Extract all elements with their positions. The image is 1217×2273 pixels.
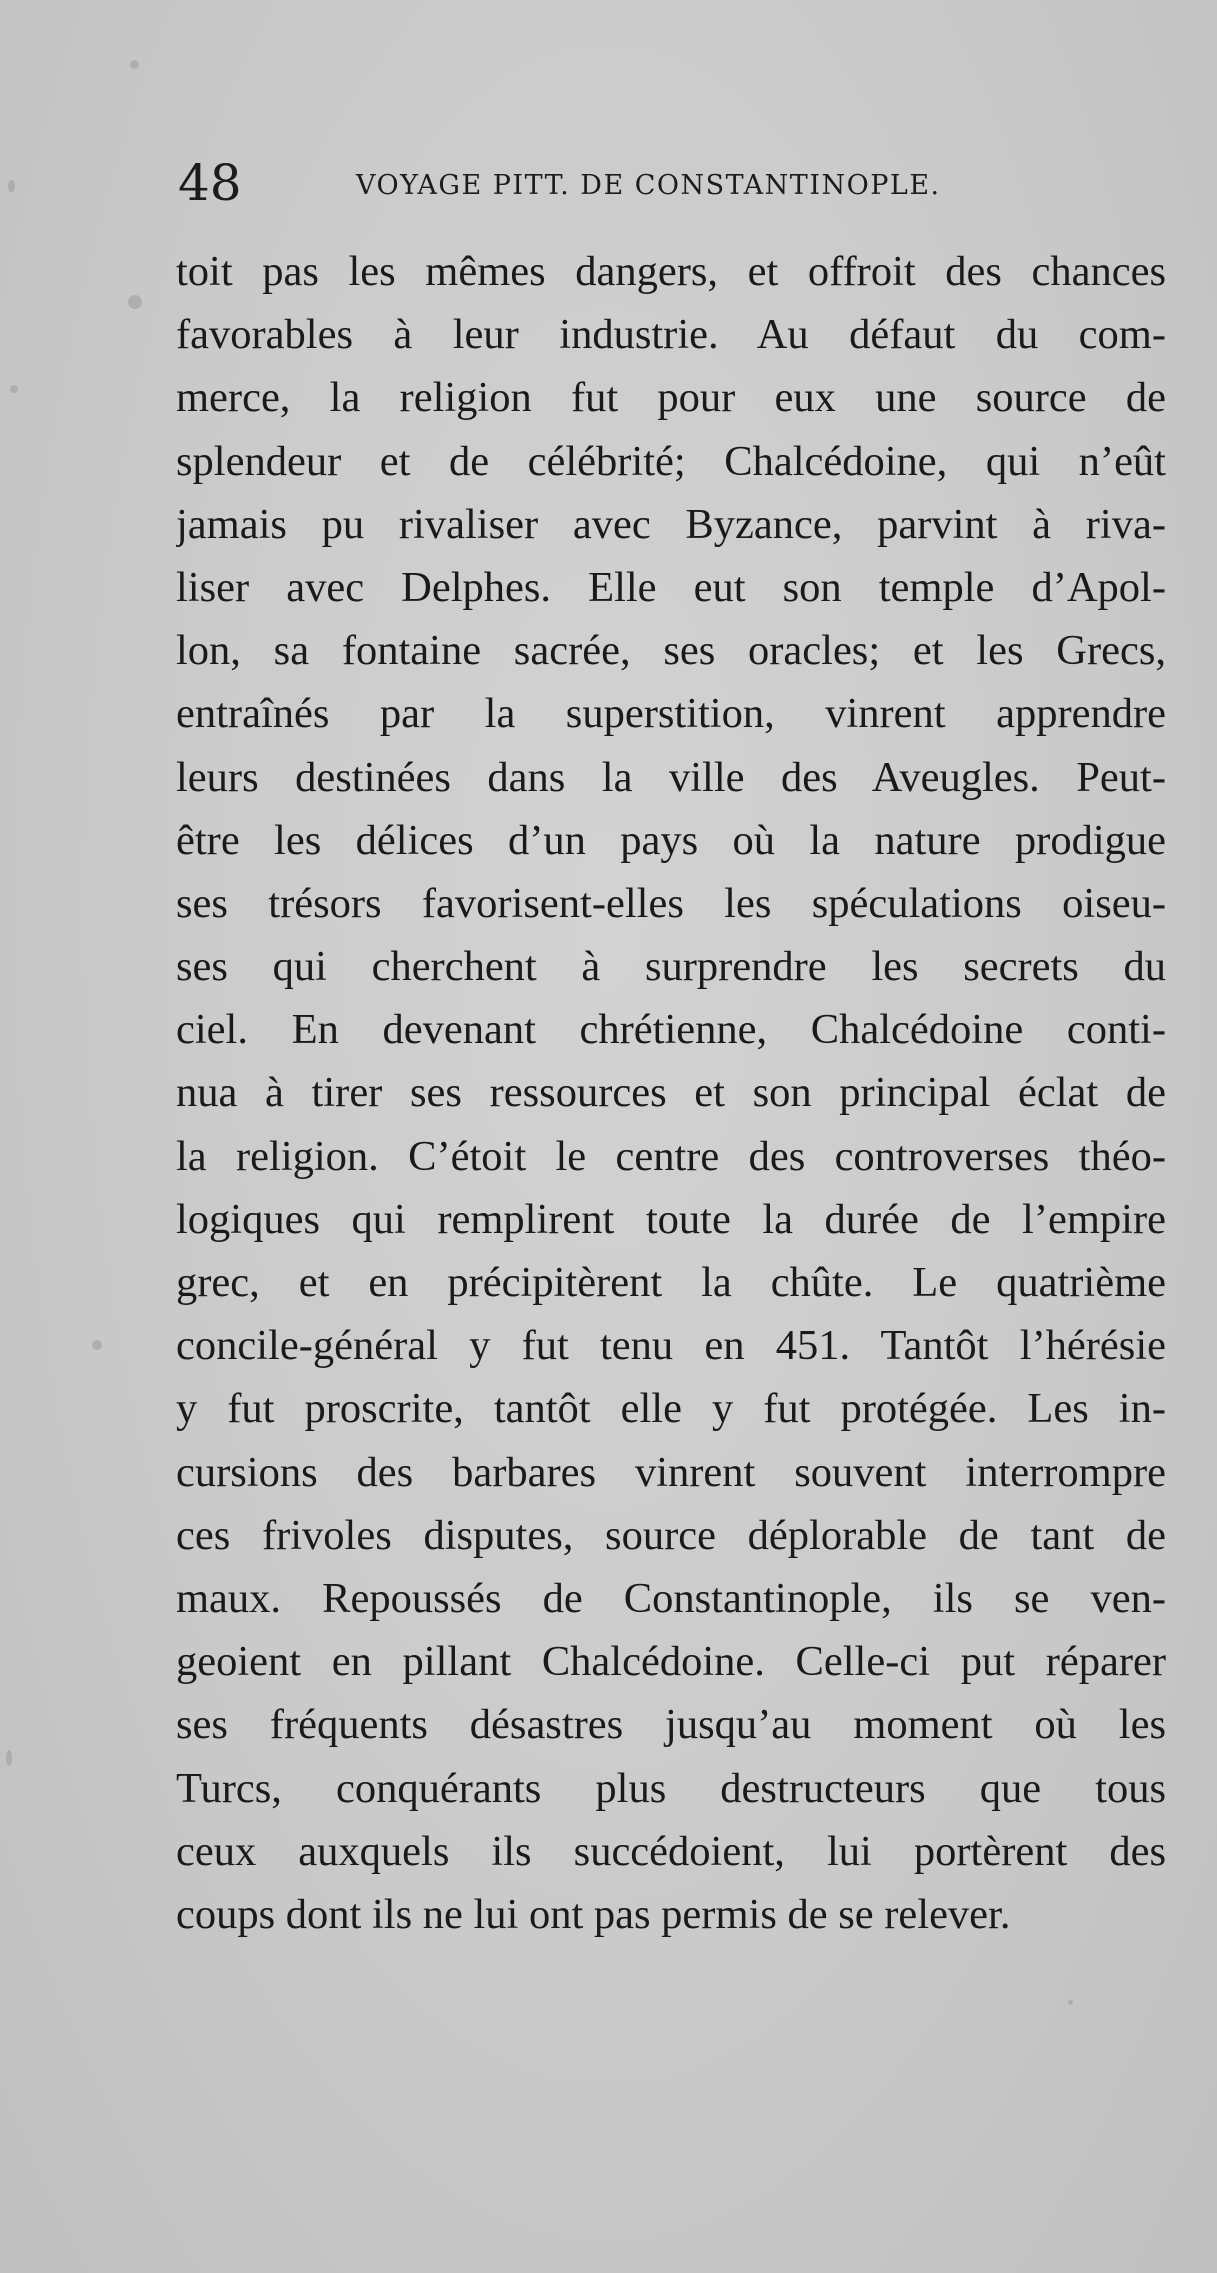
text-line: splendeur et de célébrité; Chalcédoine, qui n’eût xyxy=(176,437,1166,485)
text-line: jamais pu rivaliser avec Byzance, parvint à riva- xyxy=(176,500,1166,548)
page-header xyxy=(178,148,1018,218)
text-line: coups dont ils ne lui ont pas permis de se relever. xyxy=(176,1890,1011,1938)
text-line: leurs destinées dans la ville des Aveugles. Peut- xyxy=(176,753,1166,801)
text-line: concile-général y fut tenu en 451. Tantôt l’hérésie xyxy=(176,1322,1166,1370)
text-line: y fut proscrite, tantôt elle y fut protégée. Les in- xyxy=(176,1385,1166,1433)
text-line: geoient en pillant Chalcédoine. Celle-ci put réparer xyxy=(176,1638,1166,1686)
text-line: Turcs, conquérants plus destructeurs que tous xyxy=(176,1764,1166,1812)
text-line: lon, sa fontaine sacrée, ses oracles; et les Grecs, xyxy=(176,627,1166,675)
body-text xyxy=(176,240,1176,1946)
paper-speck xyxy=(130,60,139,69)
text-line: être les délices d’un pays où la nature prodigue xyxy=(176,816,1166,864)
text-line: liser avec Delphes. Elle eut son temple d’Apol- xyxy=(176,563,1166,611)
text-line: ciel. En devenant chrétienne, Chalcédoine conti- xyxy=(176,1006,1166,1054)
paper-speck xyxy=(128,295,142,309)
text-line: toit pas les mêmes dangers, et offroit des chances xyxy=(176,248,1166,295)
paper-speck xyxy=(1068,2000,1073,2005)
text-line: entraînés par la superstition, vinrent apprendre xyxy=(176,690,1166,738)
text-line: logiques qui remplirent toute la durée de l’empire xyxy=(176,1195,1166,1243)
text-line: ses fréquents désastres jusqu’au moment où les xyxy=(176,1701,1166,1749)
text-line: favorables à leur industrie. Au défaut du com- xyxy=(176,311,1166,359)
text-line: ces frivoles disputes, source déplorable de tant de xyxy=(176,1511,1166,1559)
text-line: maux. Repoussés de Constantinople, ils se ven- xyxy=(176,1574,1166,1622)
paper-speck xyxy=(6,1750,12,1766)
paper-speck xyxy=(92,1340,102,1350)
text-line: nua à tirer ses ressources et son principal éclat de xyxy=(176,1069,1166,1117)
running-head: VOYAGE PITT. DE CONSTANTINOPLE. xyxy=(356,170,941,201)
text-line: ceux auxquels ils succédoient, lui portèrent des xyxy=(176,1827,1166,1875)
text-line: merce, la religion fut pour eux une source de xyxy=(176,374,1166,422)
text-line: grec, et en précipitèrent la chûte. Le quatrième xyxy=(176,1259,1166,1306)
paper-speck xyxy=(10,385,18,393)
text-line: ses trésors favorisent-elles les spéculations oiseu- xyxy=(176,879,1166,927)
page-number: 48 xyxy=(178,154,242,212)
text-line: ses qui cherchent à surprendre les secrets du xyxy=(176,943,1166,991)
text-line: cursions des barbares vinrent souvent interrompre xyxy=(176,1448,1166,1496)
paper-speck xyxy=(8,180,15,192)
text-line: la religion. C’étoit le centre des controverses théo- xyxy=(176,1132,1166,1180)
